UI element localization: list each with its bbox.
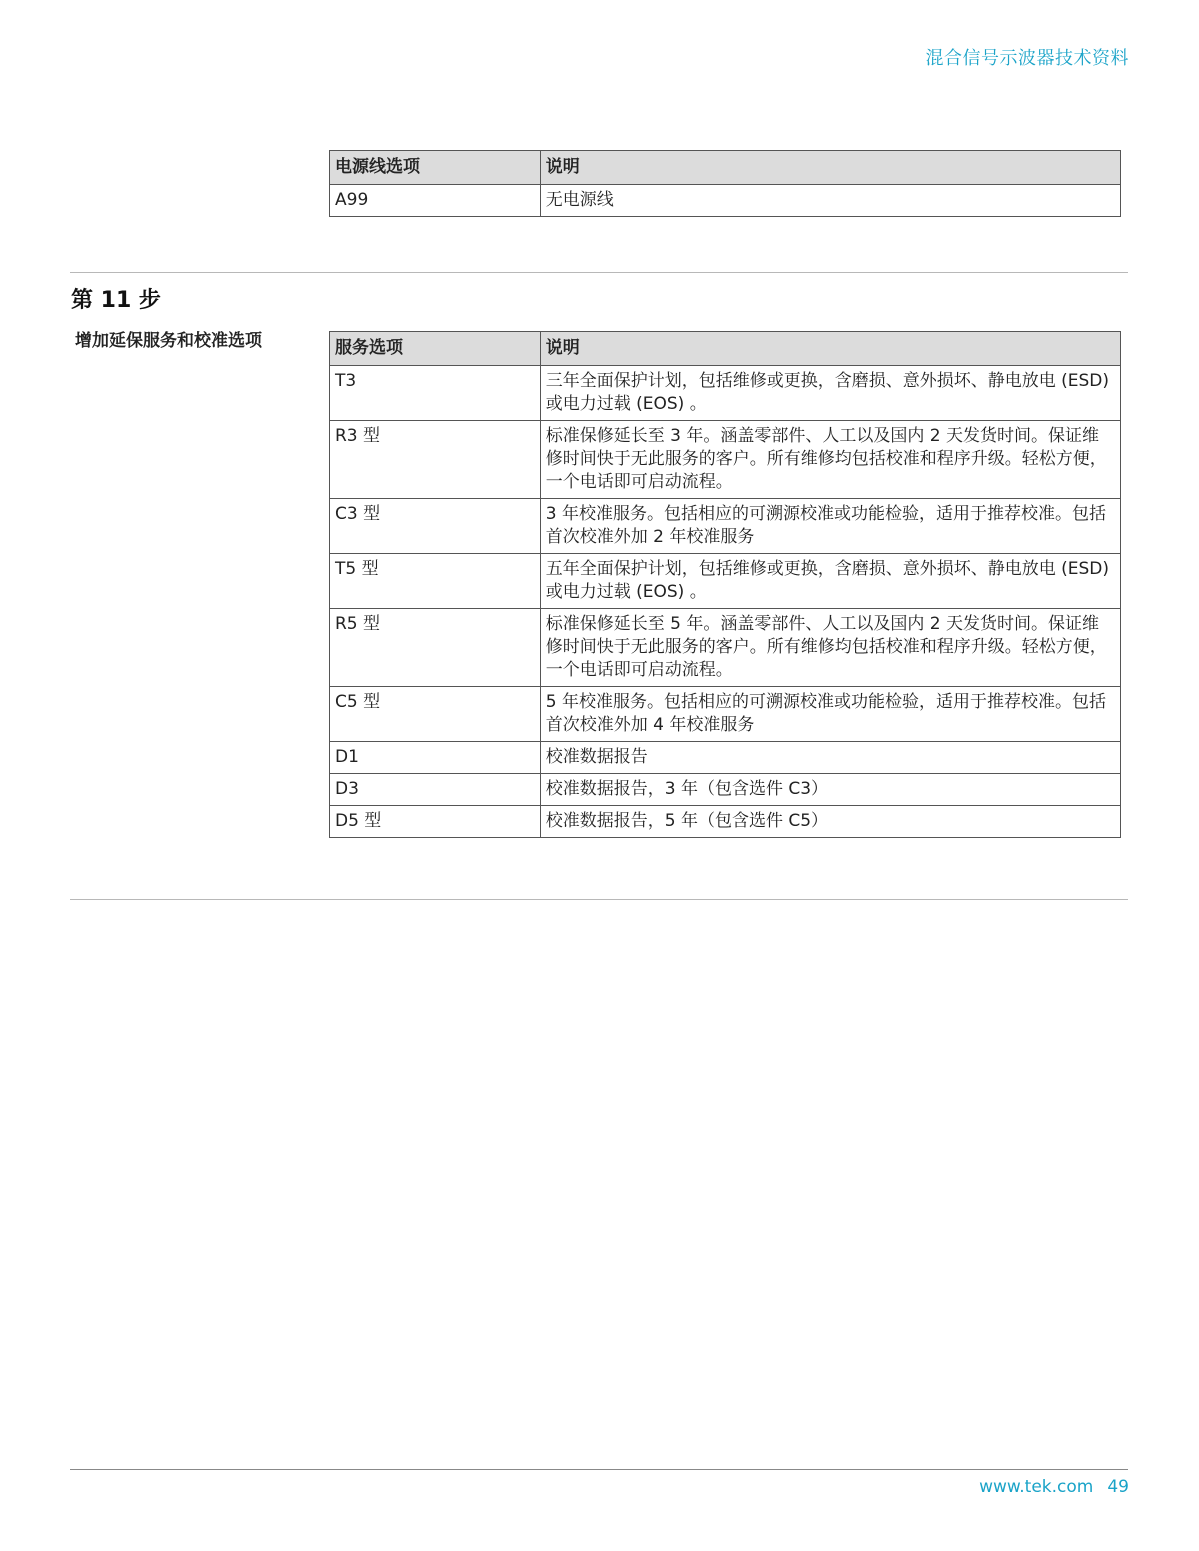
- option-code-cell: R3 型: [330, 421, 541, 499]
- option-description-cell: 三年全面保护计划，包括维修或更换，含磨损、意外损坏、静电放电 (ESD) 或电力过载 (EOS) 。: [540, 366, 1120, 421]
- table-header-row: [330, 151, 1121, 185]
- step-subtitle: 增加延保服务和校准选项: [75, 331, 262, 351]
- table-row: [330, 185, 1121, 217]
- option-code-cell: R5 型: [330, 609, 541, 687]
- option-description-cell: 校准数据报告，3 年（包含选件 C3）: [540, 774, 1120, 806]
- website-link[interactable]: www.tek.com: [979, 1477, 1094, 1497]
- option-description-cell: 校准数据报告: [540, 742, 1120, 774]
- table-header-row: [330, 332, 1121, 366]
- column-header-description: 说明: [540, 332, 1120, 366]
- page-footer: [979, 1477, 1129, 1497]
- section-divider: [70, 899, 1128, 900]
- option-code-cell: D5 型: [330, 806, 541, 838]
- table-row: [330, 774, 1121, 806]
- option-description-cell: 3 年校准服务。包括相应的可溯源校准或功能检验，适用于推荐校准。包括首次校准外加 2 年校准服务: [540, 499, 1120, 554]
- option-code-cell: C5 型: [330, 687, 541, 742]
- option-description-cell: 五年全面保护计划，包括维修或更换，含磨损、意外损坏、静电放电 (ESD) 或电力过载 (EOS) 。: [540, 554, 1120, 609]
- power-cord-options-table: [329, 150, 1121, 217]
- option-code-cell: C3 型: [330, 499, 541, 554]
- page-number: 49: [1107, 1477, 1129, 1497]
- option-code-cell: A99: [330, 185, 541, 217]
- table-row: [330, 806, 1121, 838]
- column-header-description: 说明: [540, 151, 1120, 185]
- service-options-table: [329, 331, 1121, 838]
- option-code-cell: D1: [330, 742, 541, 774]
- table-row: [330, 609, 1121, 687]
- option-code-cell: T5 型: [330, 554, 541, 609]
- table-row: [330, 421, 1121, 499]
- option-code-cell: T3: [330, 366, 541, 421]
- option-description-cell: 标准保修延长至 3 年。涵盖零部件、人工以及国内 2 天发货时间。保证维修时间快于无此服务的客户。所有维修均包括校准和程序升级。轻松方便，一个电话即可启动流程。: [540, 421, 1120, 499]
- table-row: [330, 742, 1121, 774]
- table-row: [330, 687, 1121, 742]
- section-divider: [70, 272, 1128, 273]
- footer-divider: [70, 1469, 1128, 1470]
- document-header-title: 混合信号示波器技术资料: [925, 48, 1129, 69]
- table-row: [330, 366, 1121, 421]
- column-header-option: 服务选项: [330, 332, 541, 366]
- step-title: 第 11 步: [71, 288, 161, 313]
- option-description-cell: 校准数据报告，5 年（包含选件 C5）: [540, 806, 1120, 838]
- table-row: [330, 499, 1121, 554]
- option-description-cell: 标准保修延长至 5 年。涵盖零部件、人工以及国内 2 天发货时间。保证维修时间快于无此服务的客户。所有维修均包括校准和程序升级。轻松方便，一个电话即可启动流程。: [540, 609, 1120, 687]
- column-header-option: 电源线选项: [330, 151, 541, 185]
- option-code-cell: D3: [330, 774, 541, 806]
- table-row: [330, 554, 1121, 609]
- option-description-cell: 无电源线: [540, 185, 1120, 217]
- option-description-cell: 5 年校准服务。包括相应的可溯源校准或功能检验，适用于推荐校准。包括首次校准外加 4 年校准服务: [540, 687, 1120, 742]
